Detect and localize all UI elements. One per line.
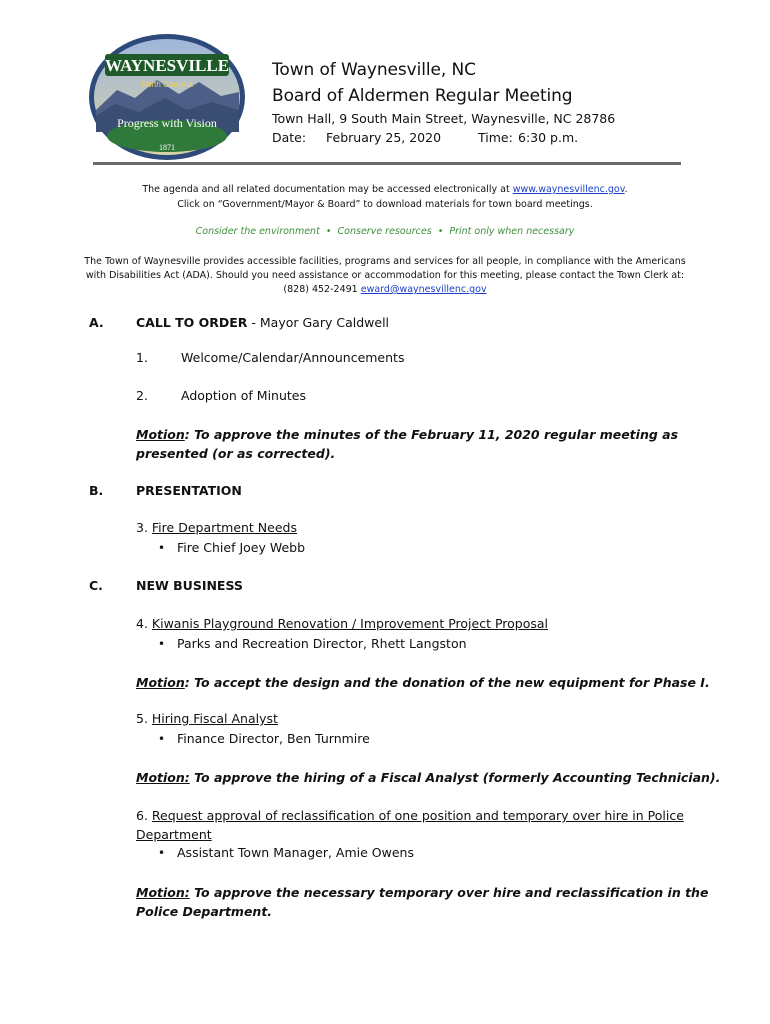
item-4-text: Kiwanis Playground Renovation / Improvement Project Proposal <box>151 616 549 631</box>
item-3-bullet-text: Fire Chief Joey Webb <box>177 540 306 555</box>
notice-line1 <box>60 184 710 195</box>
item-6 <box>136 806 684 844</box>
item-6-bullet-text: Assistant Town Manager, Amie Owens <box>177 845 414 860</box>
motion-4-label: Motion: <box>136 885 190 900</box>
logo-state: North Carolina <box>141 80 193 89</box>
section-c-title: NEW BUSINESS <box>136 578 243 593</box>
bullet-icon: • <box>158 541 166 555</box>
header-date-value: February 25, 2020 <box>326 130 442 145</box>
website-link[interactable]: www.waynesvillenc.gov <box>512 184 625 195</box>
item-5-bullet-text: Finance Director, Ben Turnmire <box>177 731 370 746</box>
bullet-icon: • <box>434 226 447 237</box>
motion-1 <box>136 425 678 463</box>
notice-line1-text: The agenda and all related documentation may be accessed electronically at <box>142 184 513 195</box>
motion-1-line1: : To approve the minutes of the February 11, 2020 regular meeting as <box>184 427 679 442</box>
header-time-label: Time: <box>478 130 513 145</box>
section-a-presider: - Mayor Gary Caldwell <box>247 315 390 330</box>
item-2-number: 2. <box>136 388 148 403</box>
header-date-label: Date: <box>272 130 307 145</box>
town-seal-logo <box>87 32 247 162</box>
motion-3-text: To approve the hiring of a Fiscal Analyst (formerly Accounting Technician). <box>189 770 721 785</box>
item-6-text-line2: Department <box>136 827 212 842</box>
motion-2-label: Motion <box>136 675 185 690</box>
ada-line1: The Town of Waynesville provides accessible facilities, programs and services for all people, in compliance with the Americans <box>84 256 686 267</box>
motion-3-label: Motion: <box>136 770 190 785</box>
item-1-text: Welcome/Calendar/Announcements <box>181 350 405 365</box>
header-title-meeting: Board of Aldermen Regular Meeting <box>272 86 573 106</box>
motion-2 <box>136 673 710 692</box>
item-5-text: Hiring Fiscal Analyst <box>151 711 278 726</box>
motion-4-line1: To approve the necessary temporary over hire and reclassification in the <box>189 885 709 900</box>
motion-2-text: : To accept the design and the donation of the new equipment for Phase I. <box>184 675 710 690</box>
env-print: Print only when necessary <box>449 226 575 237</box>
section-c-letter: C. <box>89 578 103 593</box>
header-time-value: 6:30 p.m. <box>518 130 579 145</box>
environment-notice <box>60 226 710 237</box>
item-1-number: 1. <box>136 350 148 365</box>
item-5-number: 5. <box>136 711 152 726</box>
item-4-presenter <box>158 636 467 651</box>
item-2-text: Adoption of Minutes <box>181 388 306 403</box>
item-4 <box>136 616 548 631</box>
item-3-text: Fire Department Needs <box>151 520 297 535</box>
logo-name: WAYNESVILLE <box>104 56 230 75</box>
header-address: Town Hall, 9 South Main Street, Waynesville, NC 28786 <box>272 111 616 126</box>
env-consider: Consider the environment <box>195 226 320 237</box>
notice-line2: Click on “Government/Mayor & Board” to download materials for town board meetings. <box>177 199 593 210</box>
section-b-letter: B. <box>89 483 104 498</box>
motion-4-line2: Police Department. <box>136 904 273 919</box>
item-4-bullet-text: Parks and Recreation Director, Rhett Langston <box>177 636 467 651</box>
ada-line2: with Disabilities Act (ADA). Should you need assistance or accommodation for this meeting, please contact the Town Clerk at: <box>85 270 685 281</box>
item-3-presenter <box>158 540 305 555</box>
env-conserve: Conserve resources <box>337 226 432 237</box>
motion-4 <box>136 883 708 921</box>
motion-3 <box>136 768 720 787</box>
bullet-icon: • <box>158 637 166 651</box>
clerk-email-link[interactable]: eward@waynesvillenc.gov <box>360 284 487 295</box>
ada-phone: (828) 452-2491 <box>283 284 361 295</box>
section-a-heading: CALL TO ORDER <box>136 315 248 330</box>
item-3-number: 3. <box>136 520 152 535</box>
item-6-text-line1: Request approval of reclassification of one position and temporary over hire in Police <box>151 808 684 823</box>
bullet-icon: • <box>322 226 335 237</box>
motion-1-label: Motion <box>136 427 185 442</box>
header-divider <box>93 162 681 165</box>
section-a-letter: A. <box>89 315 104 330</box>
item-3 <box>136 520 297 535</box>
item-6-presenter <box>158 845 414 860</box>
header-title-town: Town of Waynesville, NC <box>272 60 476 80</box>
bullet-icon: • <box>158 846 166 860</box>
item-6-number: 6. <box>136 808 152 823</box>
logo-year: 1871 <box>159 143 175 152</box>
bullet-icon: • <box>158 732 166 746</box>
notice-line1-period: . <box>624 184 628 195</box>
item-5 <box>136 711 278 726</box>
item-5-presenter <box>158 731 370 746</box>
item-4-number: 4. <box>136 616 152 631</box>
logo-motto: Progress with Vision <box>117 116 217 130</box>
ada-contact <box>60 284 710 295</box>
section-a-title <box>136 315 389 330</box>
section-b-title: PRESENTATION <box>136 483 242 498</box>
motion-1-line2: presented (or as corrected). <box>136 446 336 461</box>
